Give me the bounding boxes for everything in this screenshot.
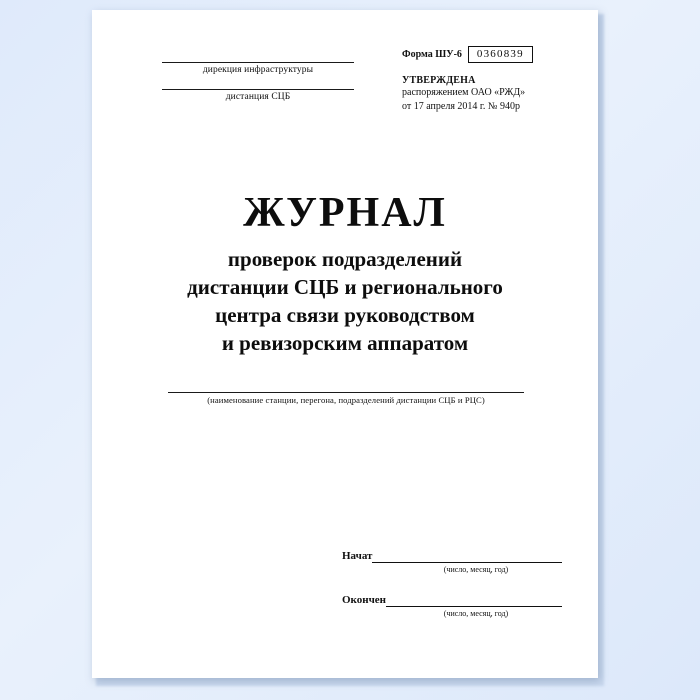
document-page-inner <box>92 10 598 678</box>
station-line[interactable] <box>168 392 524 393</box>
subtitle <box>116 246 574 358</box>
infrastructure-directorate-line[interactable] <box>162 62 354 63</box>
station-caption: (наименование станции, перегона, подразделений дистанции СЦБ и РЦС) <box>207 395 485 405</box>
started-field-row <box>342 550 562 563</box>
header-fields-spacer <box>162 75 354 89</box>
subtitle-line-3: центра связи руководством <box>215 302 475 327</box>
form-number-box: 0360839 <box>468 46 533 63</box>
started-input-line[interactable] <box>372 551 562 563</box>
distance-sckb-caption: дистанция СЦБ <box>225 92 291 102</box>
finished-label: Окончен <box>342 594 387 606</box>
document-page <box>92 10 598 678</box>
finished-caption: (число, месяц, год) <box>443 609 509 618</box>
station-field <box>168 392 524 405</box>
started-label: Начат <box>342 550 373 562</box>
distance-sckb-line[interactable] <box>162 89 354 90</box>
approval-block <box>402 75 572 113</box>
started-caption: (число, месяц, год) <box>443 565 509 574</box>
subtitle-line-2: дистанции СЦБ и регионального <box>187 274 503 299</box>
form-info-block <box>402 46 572 113</box>
subtitle-line-1: проверок подразделений <box>227 247 463 271</box>
header-fields <box>162 62 354 102</box>
form-number-row <box>402 46 572 63</box>
finished-field-row <box>342 594 562 607</box>
footer-fields-spacer <box>342 574 562 594</box>
infrastructure-directorate-caption: дирекция инфраструктуры <box>202 65 314 75</box>
approval-order: распоряжением ОАО «РЖД» <box>402 87 526 99</box>
approval-date: от 17 апреля 2014 г. № 940р <box>402 100 520 112</box>
form-label: Форма ШУ-6 <box>402 49 462 61</box>
footer-fields <box>342 550 562 618</box>
finished-input-line[interactable] <box>386 595 562 607</box>
title-block <box>116 192 574 358</box>
approval-title: УТВЕРЖДЕНА <box>402 75 476 87</box>
subtitle-line-4: и ревизорским аппаратом <box>221 330 469 355</box>
page-title: ЖУРНАЛ <box>243 190 447 236</box>
